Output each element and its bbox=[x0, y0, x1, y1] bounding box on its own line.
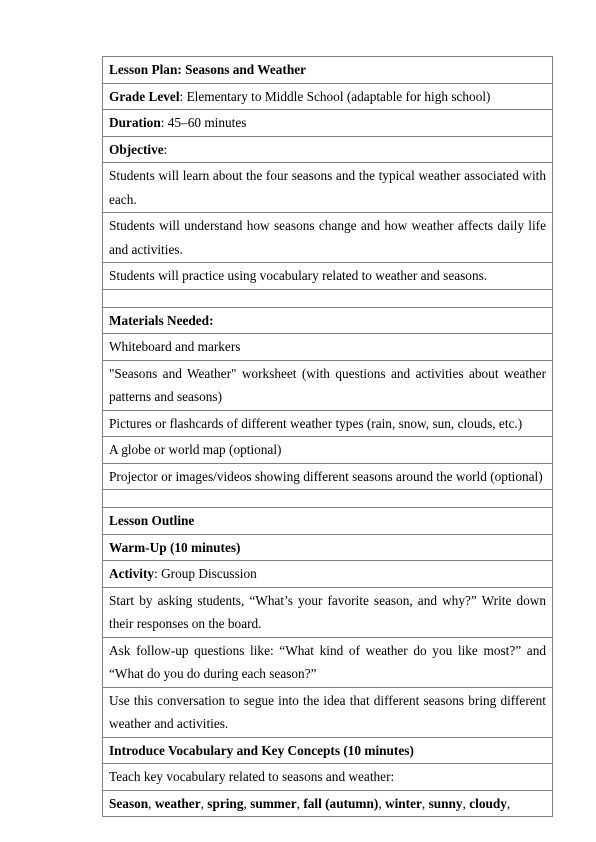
empty-cell bbox=[103, 289, 553, 307]
vocab-word: sunny bbox=[428, 795, 463, 811]
table-row bbox=[103, 587, 553, 637]
grade-separator: : bbox=[179, 88, 187, 104]
duration-cell bbox=[103, 110, 553, 137]
table-row bbox=[103, 534, 553, 561]
table-row bbox=[103, 334, 553, 361]
grade-label: Grade Level bbox=[109, 88, 180, 104]
objective-cell bbox=[103, 136, 553, 163]
table-row bbox=[103, 213, 553, 263]
materials-item: Whiteboard and markers bbox=[103, 334, 553, 361]
lesson-title: Lesson Plan: Seasons and Weather bbox=[109, 62, 307, 77]
table-row bbox=[103, 289, 553, 307]
materials-item: "Seasons and Weather" worksheet (with questions and activities about weather patterns and seasons) bbox=[103, 360, 553, 410]
table-row bbox=[103, 163, 553, 213]
vocab-word: cloudy bbox=[469, 795, 507, 811]
materials-heading: Materials Needed: bbox=[109, 312, 214, 328]
table-row bbox=[103, 263, 553, 290]
vocab-word: Season bbox=[109, 795, 149, 811]
vocab-separator: , bbox=[243, 795, 251, 811]
table-row bbox=[103, 83, 553, 110]
empty-cell bbox=[103, 490, 553, 508]
table-row bbox=[103, 508, 553, 535]
vocab-separator: , bbox=[506, 795, 511, 811]
outline-heading-cell bbox=[103, 508, 553, 535]
vocab-word: fall (autumn) bbox=[303, 795, 379, 811]
activity-value: Group Discussion bbox=[161, 566, 257, 581]
warmup-item: Ask follow-up questions like: “What kind of weather do you like most?” and “What do you do during each season?” bbox=[103, 637, 553, 687]
duration-label: Duration bbox=[109, 115, 161, 130]
title-cell bbox=[103, 57, 553, 84]
materials-item: A globe or world map (optional) bbox=[103, 437, 553, 464]
table-row bbox=[103, 437, 553, 464]
lesson-plan-table bbox=[102, 56, 553, 817]
vocab-separator: , bbox=[378, 795, 385, 811]
objective-separator: : bbox=[163, 141, 168, 157]
table-row bbox=[103, 637, 553, 687]
grade-value: Elementary to Middle School (adaptable for high school) bbox=[186, 88, 491, 104]
duration-value: 45–60 minutes bbox=[167, 115, 247, 130]
table-row bbox=[103, 307, 553, 334]
warmup-heading: Warm-Up (10 minutes) bbox=[109, 539, 241, 555]
table-row bbox=[103, 764, 553, 791]
duration-separator: : bbox=[160, 115, 168, 130]
materials-item: Pictures or flashcards of different weather types (rain, snow, sun, clouds, etc.) bbox=[103, 410, 553, 437]
vocab-separator: , bbox=[296, 795, 304, 811]
table-row bbox=[103, 490, 553, 508]
vocab-word: summer bbox=[250, 795, 297, 811]
vocab-intro: Teach key vocabulary related to seasons and weather: bbox=[103, 764, 553, 791]
vocab-heading: Introduce Vocabulary and Key Concepts (10 minutes) bbox=[109, 742, 414, 758]
warmup-item: Start by asking students, “What’s your favorite season, and why?” Write down their responses on the board. bbox=[103, 587, 553, 637]
warmup-item: Use this conversation to segue into the idea that different seasons bring different weather and activities. bbox=[103, 687, 553, 737]
activity-separator: : bbox=[154, 566, 162, 581]
activity-label: Activity bbox=[109, 566, 155, 581]
vocab-word: weather bbox=[154, 795, 201, 811]
table-row bbox=[103, 463, 553, 490]
vocab-separator: , bbox=[148, 795, 155, 811]
table-row bbox=[103, 360, 553, 410]
table-row bbox=[103, 561, 553, 588]
table-row bbox=[103, 737, 553, 764]
vocab-word: winter bbox=[384, 795, 422, 811]
materials-item: Projector or images/videos showing different seasons around the world (optional) bbox=[103, 463, 553, 490]
table-row bbox=[103, 110, 553, 137]
warmup-heading-cell bbox=[103, 534, 553, 561]
vocab-heading-cell bbox=[103, 737, 553, 764]
vocab-separator: , bbox=[421, 795, 429, 811]
materials-heading-cell bbox=[103, 307, 553, 334]
table-row bbox=[103, 57, 553, 84]
activity-cell bbox=[103, 561, 553, 588]
objective-item: Students will practice using vocabulary related to weather and seasons. bbox=[103, 263, 553, 290]
outline-heading: Lesson Outline bbox=[109, 513, 195, 528]
table-row bbox=[103, 410, 553, 437]
vocab-separator: , bbox=[462, 795, 470, 811]
vocab-separator: , bbox=[200, 795, 208, 811]
grade-cell bbox=[103, 83, 553, 110]
objective-label: Objective bbox=[109, 141, 164, 157]
table-row bbox=[103, 136, 553, 163]
objective-item: Students will understand how seasons change and how weather affects daily life and activities. bbox=[103, 213, 553, 263]
vocab-words-cell bbox=[103, 790, 553, 817]
objective-item: Students will learn about the four seasons and the typical weather associated with each. bbox=[103, 163, 553, 213]
table-row bbox=[103, 687, 553, 737]
table-row bbox=[103, 790, 553, 817]
vocab-word: spring bbox=[207, 795, 244, 811]
